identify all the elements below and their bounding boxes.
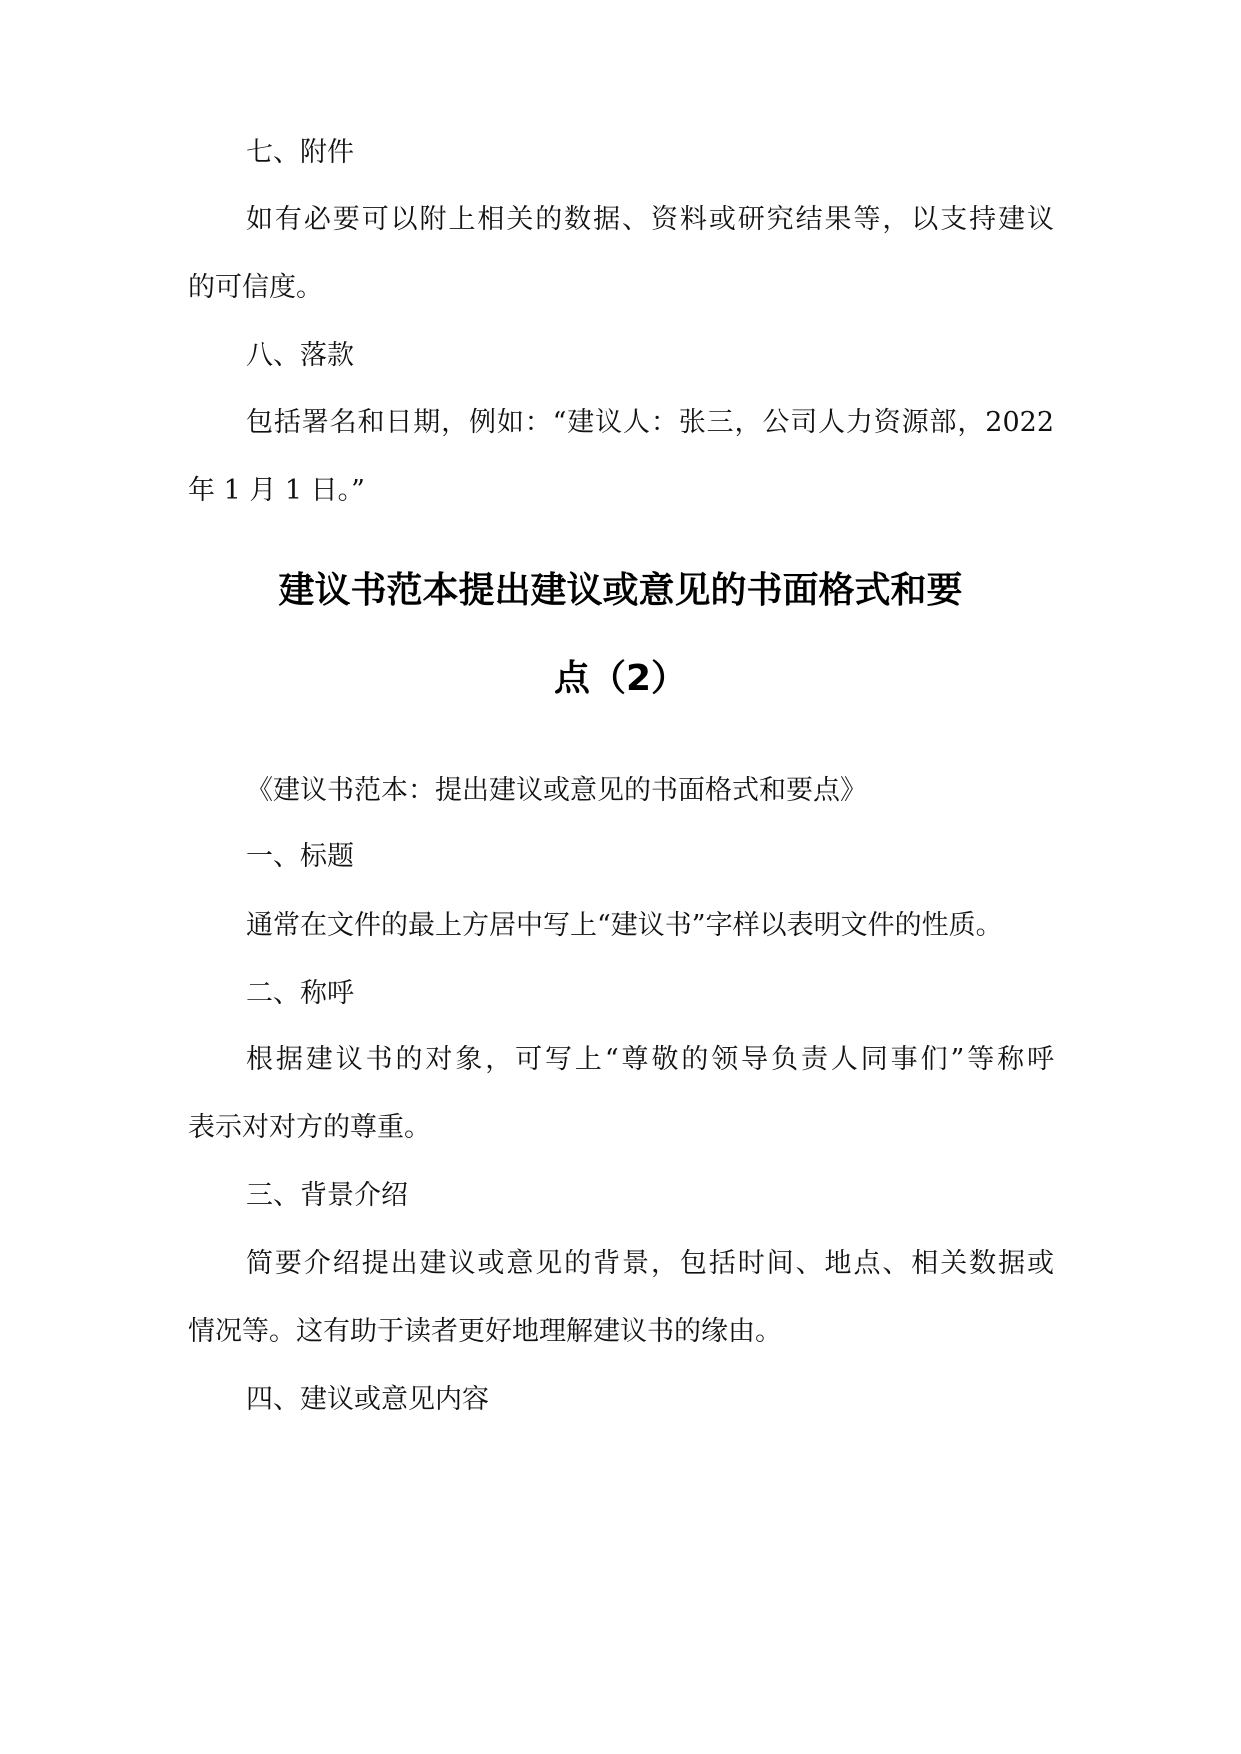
section-heading-salutation: 二、称呼 — [246, 978, 354, 1009]
paragraph-line: 根据建议书的对象，可写上“尊敬的领导负责人同事们”等称呼 — [246, 1044, 1054, 1075]
paragraph-line: 表示对对方的尊重。 — [188, 1112, 431, 1143]
section-heading-signature: 八、落款 — [246, 340, 354, 371]
paragraph-line: 如有必要可以附上相关的数据、资料或研究结果等，以支持建议 — [246, 204, 1054, 235]
paragraph-line: 的可信度。 — [188, 272, 323, 303]
section-heading-attachment: 七、附件 — [246, 137, 354, 168]
paragraph-line: 简要介绍提出建议或意见的背景，包括时间、地点、相关数据或 — [246, 1248, 1054, 1279]
document-title-continued: 点（2） — [553, 658, 688, 699]
section-heading-background: 三、背景介绍 — [246, 1180, 408, 1211]
paragraph-line: 通常在文件的最上方居中写上“建议书”字样以表明文件的性质。 — [246, 910, 1003, 941]
paragraph-line: 情况等。这有助于读者更好地理解建议书的缘由。 — [188, 1316, 782, 1347]
section-heading-title: 一、标题 — [246, 841, 354, 872]
section-heading-content: 四、建议或意见内容 — [246, 1384, 489, 1415]
document-title: 建议书范本提出建议或意见的书面格式和要 — [278, 570, 963, 611]
paragraph-line: 年 1 月 1 日。” — [188, 475, 365, 506]
paragraph-line: 包括署名和日期，例如：“建议人：张三，公司人力资源部，2022 — [246, 407, 1054, 438]
book-title-line: 《建议书范本：提出建议或意见的书面格式和要点》 — [246, 775, 867, 806]
